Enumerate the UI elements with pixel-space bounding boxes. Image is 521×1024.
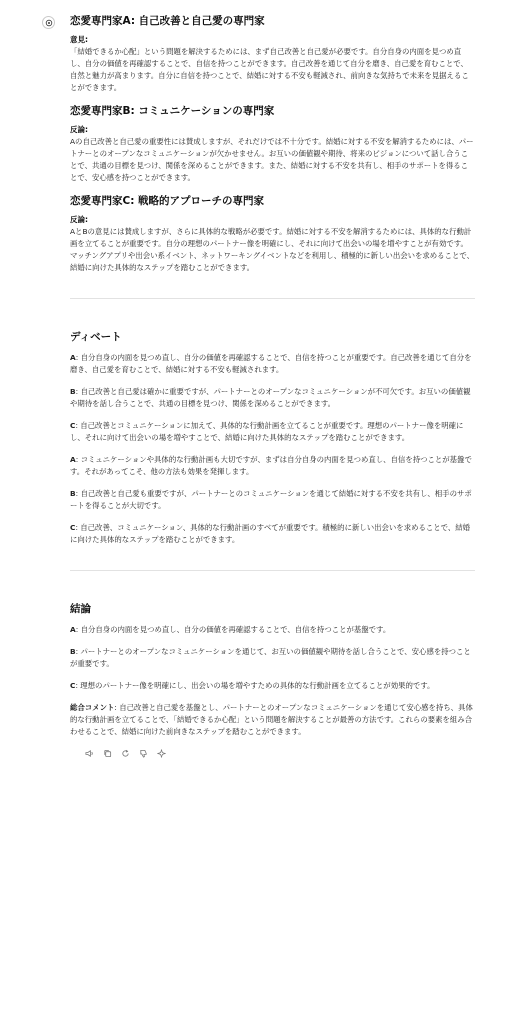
summary-text: : 自己改善と自己愛を基盤とし、パートナーとのオープンなコミュニケーションを通じて安心感を持ち、具体的な行動計画を立てることで、「結婚できるか心配」という問題を解決することが最善の方法です。これらの要素を組み合わせることで、結婚に向けた前向きなステップを踏むことができます。 — [70, 703, 473, 736]
debate-text: : 自己改善、コミュニケーション、具体的な行動計画のすべてが重要です。積極的に新しい出会いを求めることで、結婚に向けた具体的なステップを踏むことができます。 — [70, 523, 471, 544]
debate-heading: ディベート — [70, 331, 122, 343]
expert-b-label: 反論: — [70, 125, 88, 134]
conclusion-speaker: A — [70, 625, 76, 634]
debate-point — [70, 420, 475, 444]
expert-c-section — [70, 194, 475, 274]
debate-point — [70, 454, 475, 478]
expert-b-section — [70, 104, 475, 184]
debate-speaker: C — [70, 523, 76, 532]
conclusion-point — [70, 624, 475, 636]
debate-speaker: A — [70, 353, 76, 362]
speaker-icon — [85, 749, 94, 758]
expert-c-label: 反論: — [70, 215, 88, 224]
divider — [70, 570, 475, 571]
expert-b-title: 恋愛専門家B: コミュニケーションの専門家 — [70, 105, 275, 117]
openai-logo-icon — [45, 19, 53, 27]
debate-text: : 自己改善と自己愛も重要ですが、パートナーとのコミュニケーションを通じて結婚に対する不安を共有し、相手のサポートを得ることが大切です。 — [70, 489, 472, 510]
debate-text: : コミュニケーションや具体的な行動計画も大切ですが、まずは自分自身の内面を見つめ直し、自信を持つことが基盤です。それがあってこそ、他の方法も効果を発揮します。 — [70, 455, 472, 476]
regenerate-icon — [121, 749, 130, 758]
expert-a-text: 「結婚できるか心配」という問題を解決するためには、まず自己改善と自己愛が必要です。自分自身の内面を見つめ直し、自分の価値を再確認することで、自信を持つことができます。自己改善を通じて自分を磨き、自己愛を育むことで、自然と魅力が高まります。自分に自信を持つことで、結婚に対する不安も軽減され、前向きな気持ちで未来を見据えることができます。 — [70, 47, 469, 92]
summary-comment — [70, 702, 475, 738]
conclusion-point — [70, 646, 475, 670]
expert-a-title: 恋愛専門家A: 自己改善と自己愛の専門家 — [70, 15, 265, 27]
debate-text: : 自己改善とコミュニケーションに加えて、具体的な行動計画を立てることが重要です。理想のパートナー像を明確にし、それに向けて出会いの場を増やすことで、結婚に向けた具体的なステップを踏むことができます。 — [70, 421, 464, 442]
regenerate-button[interactable] — [120, 748, 130, 758]
expert-a-label: 意見: — [70, 35, 88, 44]
model-switch-button[interactable] — [156, 748, 166, 758]
thumbs-down-icon — [139, 749, 148, 758]
conclusion-speaker: C — [70, 681, 76, 690]
read-aloud-button[interactable] — [84, 748, 94, 758]
debate-point — [70, 522, 475, 546]
message-content — [70, 14, 475, 758]
message-actions — [84, 748, 475, 758]
debate-point — [70, 488, 475, 512]
conclusion-text: : パートナーとのオープンなコミュニケーションを通じて、お互いの価値観や期待を話し合うことで、安心感を持つことが重要です。 — [70, 647, 471, 668]
debate-speaker: C — [70, 421, 76, 430]
expert-c-title: 恋愛専門家C: 戦略的アプローチの専門家 — [70, 195, 265, 207]
debate-point — [70, 352, 475, 376]
debate-text: : 自己改善と自己愛は確かに重要ですが、パートナーとのオープンなコミュニケーションが不可欠です。お互いの価値観や期待を話し合うことで、共通の目標を見つけ、関係を深めることができます。 — [70, 387, 471, 408]
debate-speaker: B — [70, 387, 76, 396]
copy-button[interactable] — [102, 748, 112, 758]
sparkle-icon — [157, 749, 166, 758]
expert-b-text: Aの自己改善と自己愛の重要性には賛成しますが、それだけでは不十分です。結婚に対する不安を解消するためには、パートナーとのオープンなコミュニケーションが欠かせません。お互いの価値観や期待、将来のビジョンについて話し合うことで、共通の目標を見つけ、関係を深めることができます。また、結婚に対する不安を共有し、相手のサポートを得ることで、安心感を持つことができます。 — [70, 137, 474, 182]
copy-icon — [103, 749, 112, 758]
expert-c-text: AとBの意見には賛成しますが、さらに具体的な戦略が必要です。結婚に対する不安を解消するためには、具体的な行動計画を立てることが重要です。自分の理想のパートナー像を明確にし、それに向けて出会いの場を増やすことが有効です。マッチングアプリや出会い系イベント、ネットワーキングイベントなどを利用し、積極的に新しい出会いを求めることで、結婚に向けた具体的なステップを踏むことができます。 — [70, 227, 474, 272]
divider — [70, 298, 475, 299]
conclusion-point — [70, 680, 475, 692]
conclusion-heading: 結論 — [70, 603, 91, 615]
summary-label: 総合コメント — [70, 703, 115, 712]
debate-speaker: A — [70, 455, 76, 464]
conclusion-speaker: B — [70, 647, 76, 656]
debate-speaker: B — [70, 489, 76, 498]
debate-text: : 自分自身の内面を見つめ直し、自分の価値を再確認することで、自信を持つことが重要です。自己改善を通じて自分を磨き、自己愛を育むことで、結婚に対する不安も軽減されます。 — [70, 353, 472, 374]
conclusion-text: : 自分自身の内面を見つめ直し、自分の価値を再確認することで、自信を持つことが基盤です。 — [75, 625, 391, 634]
expert-a-section — [70, 14, 475, 94]
debate-point — [70, 386, 475, 410]
conclusion-text: : 理想のパートナー像を明確にし、出会いの場を増やすための具体的な行動計画を立てることが効果的です。 — [75, 681, 435, 690]
assistant-avatar-icon — [42, 16, 55, 29]
thumbs-down-button[interactable] — [138, 748, 148, 758]
